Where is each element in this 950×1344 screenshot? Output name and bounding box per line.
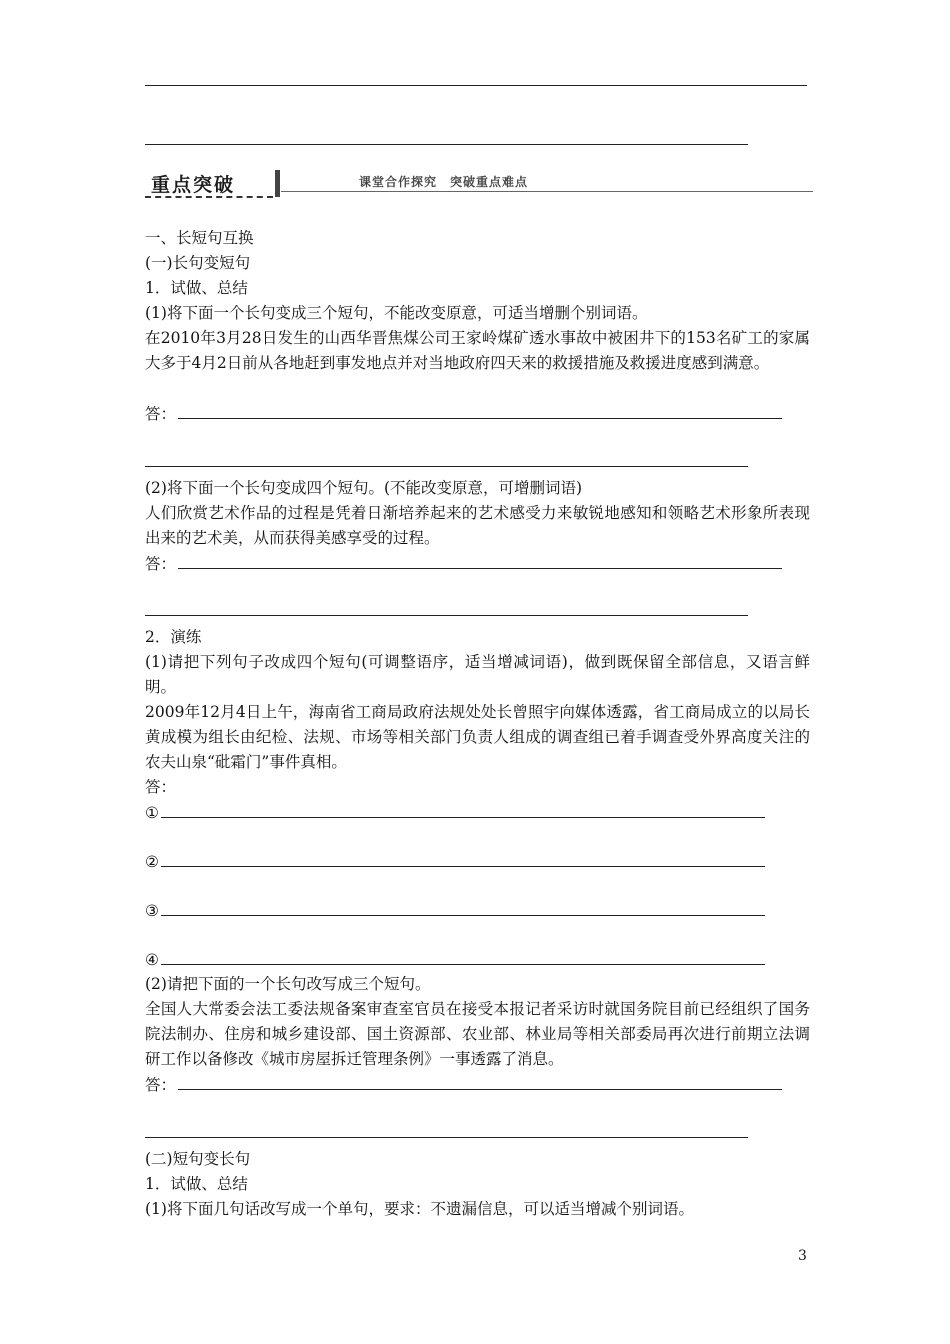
- circle-number-1: ①: [145, 804, 159, 822]
- banner-dashed-underline: [145, 196, 273, 198]
- answer-blank[interactable]: [161, 800, 765, 818]
- subsection-heading-2: (二)短句变长句: [145, 1150, 251, 1168]
- answer-row-circle-4: [145, 947, 810, 973]
- banner-subtitle: 课堂合作探究 突破重点难点: [359, 175, 529, 189]
- answer-line-top-2: [145, 144, 748, 145]
- circle-number-4: ④: [145, 951, 159, 969]
- answer-row-circle-1: [145, 800, 810, 826]
- answer-row-2: [145, 551, 810, 577]
- circle-number-3: ③: [145, 902, 159, 920]
- question-2-prompt: (2)将下面一个长句变成四个短句。(不能改变原意，可增删词语): [145, 479, 583, 497]
- answer-line: [145, 615, 748, 616]
- answer-line-top-1: [145, 85, 807, 86]
- item-heading-3: 1．试做、总结: [145, 1175, 248, 1193]
- page-number: 3: [798, 1248, 807, 1264]
- question-1-text: 在2010年3月28日发生的山西华晋焦煤公司王家岭煤矿透水事故中被困井下的153名矿工的家属大多于4月2日前从各地赶到事发地点并对当地政府四天来的救援措施及救援进度感到满意。: [145, 329, 810, 372]
- question-5-prompt: (1)将下面几句话改写成一个单句，要求：不遗漏信息，可以适当增减个别词语。: [145, 1200, 694, 1218]
- answer-row-1: [145, 401, 810, 427]
- item-heading-2: 2．演练: [145, 628, 202, 646]
- section-banner: [145, 168, 813, 200]
- banner-divider-bar: [275, 170, 280, 197]
- question-1-prompt: (1)将下面一个长句变成三个短句，不能改变原意，可适当增删个别词语。: [145, 304, 648, 322]
- answer-row-circle-3: [145, 898, 810, 924]
- answer-blank[interactable]: [178, 401, 782, 419]
- answer-row-4: [145, 1072, 810, 1098]
- answer-blank[interactable]: [161, 849, 765, 867]
- question-3-prompt: (1)请把下列句子改成四个短句(可调整语序，适当增减词语)，做到既保留全部信息，又语言鲜明。: [145, 653, 810, 696]
- question-3-text: 2009年12月4日上午，海南省工商局政府法规处处长曾照宇向媒体透露，省工商局成立的以局长黄成模为组长由纪检、法规、市场等相关部门负责人组成的调查组已着手调查受外界高度关注的农夫山泉“砒霜门”事件真相。: [145, 703, 810, 771]
- banner-rule: [281, 191, 813, 192]
- section-heading: 一、长短句互换: [145, 229, 254, 247]
- question-4-text: 全国人大常委会法工委法规备案审查室官员在接受本报记者采访时就国务院目前已经组织了国务院法制办、住房和城乡建设部、国土资源部、农业部、林业局等相关部委局再次进行前期立法调研工作以备修改《城市房屋拆迁管理条例》一事透露了消息。: [145, 1000, 810, 1068]
- circle-number-2: ②: [145, 853, 159, 871]
- subsection-heading-1: (一)长句变短句: [145, 254, 251, 272]
- answer-blank[interactable]: [161, 947, 765, 965]
- answer-blank[interactable]: [178, 1072, 782, 1090]
- answer-label-plain: 答：: [145, 778, 177, 796]
- answer-blank[interactable]: [178, 551, 782, 569]
- banner-title: 重点突破: [151, 174, 236, 196]
- answer-label: 答：: [145, 555, 177, 573]
- answer-row-circle-2: [145, 849, 810, 875]
- answer-line: [145, 1137, 748, 1138]
- answer-line: [145, 466, 748, 467]
- answer-label: 答：: [145, 405, 177, 423]
- answer-blank[interactable]: [161, 898, 765, 916]
- question-2-text: 人们欣赏艺术作品的过程是凭着日渐培养起来的艺术感受力来敏锐地感知和领略艺术形象所表现出来的艺术美，从而获得美感享受的过程。: [145, 504, 810, 547]
- item-heading-1: 1．试做、总结: [145, 279, 248, 297]
- answer-label: 答：: [145, 1076, 177, 1094]
- question-4-prompt: (2)请把下面的一个长句改写成三个短句。: [145, 975, 431, 993]
